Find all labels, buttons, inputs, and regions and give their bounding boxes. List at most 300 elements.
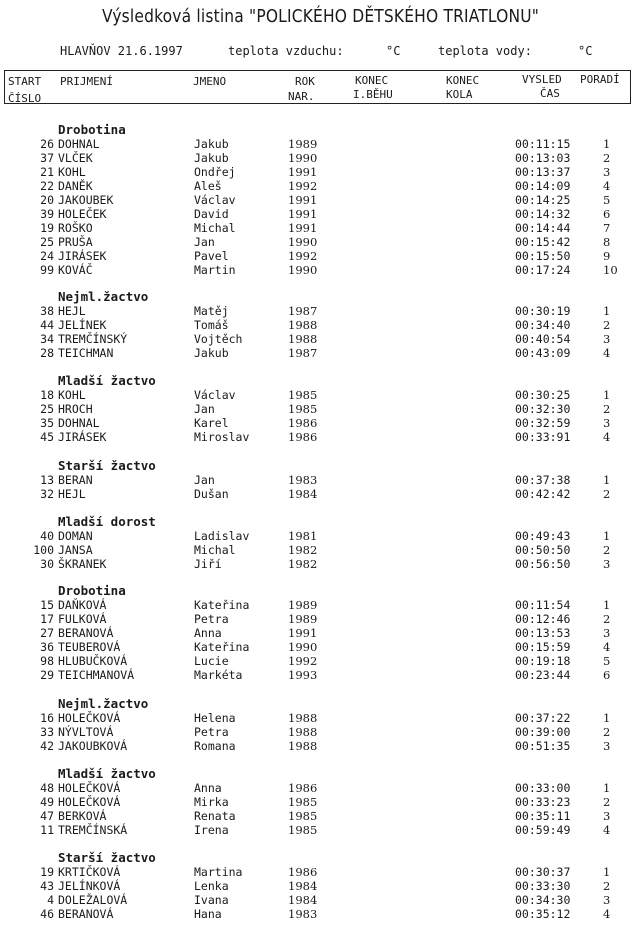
start-number: 13 xyxy=(40,473,54,487)
first-name: Jiří xyxy=(194,557,222,571)
first-name: Jan xyxy=(194,235,215,249)
surname: PRUŠA xyxy=(58,235,93,249)
result-time: 00:13:03 xyxy=(515,151,571,165)
start-number: 45 xyxy=(40,430,54,444)
result-time: 00:32:59 xyxy=(515,416,571,430)
category-heading: Starší žactvo xyxy=(58,458,156,473)
place: 3 xyxy=(603,893,611,907)
surname: DOHNAL xyxy=(58,416,100,430)
birth-year: 1986 xyxy=(288,430,318,444)
birth-year: 1984 xyxy=(288,879,318,893)
start-number: 29 xyxy=(40,668,54,682)
birth-year: 1990 xyxy=(288,263,318,277)
result-row xyxy=(0,207,640,221)
place: 1 xyxy=(603,137,611,151)
result-row xyxy=(0,416,640,430)
place: 4 xyxy=(603,430,611,444)
category-heading: Nejml.žactvo xyxy=(58,289,149,304)
result-row xyxy=(0,304,640,318)
surname: JIRÁSEK xyxy=(58,249,107,263)
air-temp-label: teplota vzduchu: xyxy=(228,44,344,58)
place: 2 xyxy=(603,151,611,165)
place: 10 xyxy=(603,263,618,277)
birth-year: 1990 xyxy=(288,640,318,654)
birth-year: 1992 xyxy=(288,249,318,263)
start-number: 25 xyxy=(40,402,54,416)
birth-year: 1989 xyxy=(288,612,318,626)
result-time: 00:37:38 xyxy=(515,473,571,487)
result-time: 00:56:50 xyxy=(515,557,571,571)
birth-year: 1982 xyxy=(288,543,318,557)
start-number: 32 xyxy=(40,487,54,501)
birth-year: 1985 xyxy=(288,402,318,416)
result-row xyxy=(0,626,640,640)
result-row xyxy=(0,430,640,444)
start-number: 24 xyxy=(40,249,54,263)
place-date: HLAVŇOV 21.6.1997 xyxy=(60,44,183,58)
place: 2 xyxy=(603,795,611,809)
result-row xyxy=(0,598,640,612)
result-row xyxy=(0,809,640,823)
start-number: 11 xyxy=(40,823,54,837)
first-name: Kateřina xyxy=(194,640,250,654)
result-time: 00:14:25 xyxy=(515,193,571,207)
surname: KRTIČKOVÁ xyxy=(58,865,121,879)
birth-year: 1983 xyxy=(288,473,318,487)
col-end-bike-1: KONEC xyxy=(446,74,480,87)
first-name: Lucie xyxy=(194,654,229,668)
result-row xyxy=(0,725,640,739)
result-time: 00:35:11 xyxy=(515,809,571,823)
first-name: Michal xyxy=(194,221,236,235)
surname: TEICHMANOVÁ xyxy=(58,668,135,682)
result-time: 00:43:09 xyxy=(515,346,571,360)
first-name: Jakub xyxy=(194,151,229,165)
first-name: Jan xyxy=(194,473,215,487)
first-name: Mirka xyxy=(194,795,229,809)
start-number: 47 xyxy=(40,809,54,823)
place: 1 xyxy=(603,865,611,879)
first-name: Kateřina xyxy=(194,598,250,612)
surname: JIRÁSEK xyxy=(58,430,107,444)
start-number: 18 xyxy=(40,388,54,402)
place: 7 xyxy=(603,221,611,235)
first-name: Václav xyxy=(194,388,236,402)
first-name: Pavel xyxy=(194,249,229,263)
birth-year: 1987 xyxy=(288,346,318,360)
result-row xyxy=(0,151,640,165)
start-number: 16 xyxy=(40,711,54,725)
surname: FULKOVÁ xyxy=(58,612,107,626)
first-name: Jan xyxy=(194,402,215,416)
place: 2 xyxy=(603,543,611,557)
birth-year: 1988 xyxy=(288,332,318,346)
place: 8 xyxy=(603,235,611,249)
birth-year: 1990 xyxy=(288,151,318,165)
water-temp-label: teplota vody: xyxy=(438,44,532,58)
place: 2 xyxy=(603,725,611,739)
first-name: Helena xyxy=(194,711,236,725)
surname: DAŇKOVÁ xyxy=(58,598,107,612)
place: 2 xyxy=(603,879,611,893)
surname: ROŠKO xyxy=(58,221,93,235)
first-name: Anna xyxy=(194,781,222,795)
col-result-2: ČAS xyxy=(540,87,560,100)
surname: HROCH xyxy=(58,402,93,416)
place: 3 xyxy=(603,557,611,571)
place: 1 xyxy=(603,304,611,318)
surname: HLUBUČKOVÁ xyxy=(58,654,128,668)
first-name: Irena xyxy=(194,823,229,837)
birth-year: 1985 xyxy=(288,388,318,402)
result-row xyxy=(0,346,640,360)
place: 4 xyxy=(603,640,611,654)
result-time: 00:39:00 xyxy=(515,725,571,739)
start-number: 36 xyxy=(40,640,54,654)
first-name: Ivana xyxy=(194,893,229,907)
result-time: 00:14:32 xyxy=(515,207,571,221)
start-number: 46 xyxy=(40,907,54,921)
result-time: 00:51:35 xyxy=(515,739,571,753)
result-row xyxy=(0,739,640,753)
first-name: Markéta xyxy=(194,668,243,682)
first-name: Jakub xyxy=(194,346,229,360)
birth-year: 1990 xyxy=(288,235,318,249)
result-row xyxy=(0,907,640,921)
first-name: Petra xyxy=(194,612,229,626)
surname: KOHL xyxy=(58,388,86,402)
place: 1 xyxy=(603,388,611,402)
surname: BERANOVÁ xyxy=(58,626,114,640)
place: 3 xyxy=(603,739,611,753)
birth-year: 1984 xyxy=(288,893,318,907)
place: 5 xyxy=(603,654,611,668)
surname: HEJL xyxy=(58,304,86,318)
birth-year: 1983 xyxy=(288,907,318,921)
col-year-2: NAR. xyxy=(288,90,315,103)
result-time: 00:40:54 xyxy=(515,332,571,346)
result-time: 00:15:42 xyxy=(515,235,571,249)
category-heading: Drobotina xyxy=(58,583,126,598)
start-number: 27 xyxy=(40,626,54,640)
place: 2 xyxy=(603,487,611,501)
result-time: 00:14:44 xyxy=(515,221,571,235)
surname: DOLEŽALOVÁ xyxy=(58,893,128,907)
result-row xyxy=(0,557,640,571)
result-row xyxy=(0,879,640,893)
birth-year: 1988 xyxy=(288,739,318,753)
result-time: 00:13:53 xyxy=(515,626,571,640)
birth-year: 1992 xyxy=(288,179,318,193)
water-temp-unit: °C xyxy=(578,44,593,58)
surname: JELÍNEK xyxy=(58,318,107,332)
start-number: 98 xyxy=(40,654,54,668)
category-heading: Drobotina xyxy=(58,122,126,137)
place: 6 xyxy=(603,207,611,221)
col-year-1: ROK xyxy=(295,75,315,88)
col-firstname: JMENO xyxy=(193,75,227,88)
start-number: 33 xyxy=(40,725,54,739)
surname: VLČEK xyxy=(58,151,93,165)
place: 1 xyxy=(603,711,611,725)
place: 2 xyxy=(603,318,611,332)
result-time: 00:12:46 xyxy=(515,612,571,626)
place: 1 xyxy=(603,529,611,543)
birth-year: 1991 xyxy=(288,626,318,640)
surname: HOLEČKOVÁ xyxy=(58,781,121,795)
result-time: 00:33:00 xyxy=(515,781,571,795)
birth-year: 1986 xyxy=(288,865,318,879)
start-number: 39 xyxy=(40,207,54,221)
start-number: 15 xyxy=(40,598,54,612)
birth-year: 1991 xyxy=(288,221,318,235)
surname: TEICHMAN xyxy=(58,346,114,360)
result-time: 00:34:40 xyxy=(515,318,571,332)
result-time: 00:30:37 xyxy=(515,865,571,879)
place: 6 xyxy=(603,668,611,682)
result-time: 00:17:24 xyxy=(515,263,571,277)
result-time: 00:11:54 xyxy=(515,598,571,612)
place: 9 xyxy=(603,249,611,263)
start-number: 20 xyxy=(40,193,54,207)
place: 2 xyxy=(603,402,611,416)
start-number: 100 xyxy=(33,543,54,557)
result-row xyxy=(0,263,640,277)
result-row xyxy=(0,487,640,501)
result-time: 00:37:22 xyxy=(515,711,571,725)
birth-year: 1992 xyxy=(288,654,318,668)
birth-year: 1982 xyxy=(288,557,318,571)
result-row xyxy=(0,388,640,402)
result-time: 00:33:30 xyxy=(515,879,571,893)
start-number: 22 xyxy=(40,179,54,193)
start-number: 26 xyxy=(40,137,54,151)
surname: DOMAN xyxy=(58,529,93,543)
first-name: Ladislav xyxy=(194,529,250,543)
surname: JAKOUBEK xyxy=(58,193,114,207)
document-title: Výsledková listina "POLICKÉHO DĚTSKÉHO TRIATLONU" xyxy=(102,6,540,27)
result-row xyxy=(0,235,640,249)
first-name: Martin xyxy=(194,263,236,277)
start-number: 37 xyxy=(40,151,54,165)
surname: NÝVLTOVÁ xyxy=(58,725,114,739)
place: 1 xyxy=(603,781,611,795)
result-row xyxy=(0,193,640,207)
surname: TREMČÍNSKÁ xyxy=(58,823,128,837)
first-name: Martina xyxy=(194,865,243,879)
surname: BERAN xyxy=(58,473,93,487)
result-time: 00:35:12 xyxy=(515,907,571,921)
result-time: 00:11:15 xyxy=(515,137,571,151)
result-row xyxy=(0,249,640,263)
result-time: 00:42:42 xyxy=(515,487,571,501)
result-row xyxy=(0,865,640,879)
birth-year: 1986 xyxy=(288,416,318,430)
category-heading: Starší žactvo xyxy=(58,850,156,865)
birth-year: 1988 xyxy=(288,318,318,332)
place: 4 xyxy=(603,179,611,193)
birth-year: 1981 xyxy=(288,529,318,543)
first-name: Matěj xyxy=(194,304,229,318)
birth-year: 1985 xyxy=(288,809,318,823)
result-row xyxy=(0,795,640,809)
result-time: 00:33:91 xyxy=(515,430,571,444)
birth-year: 1991 xyxy=(288,207,318,221)
start-number: 42 xyxy=(40,739,54,753)
result-row xyxy=(0,640,640,654)
place: 3 xyxy=(603,416,611,430)
surname: ŠKRANEK xyxy=(58,557,107,571)
first-name: Ondřej xyxy=(194,165,236,179)
first-name: Dušan xyxy=(194,487,229,501)
col-end-run-1: KONEC xyxy=(355,74,389,87)
first-name: Romana xyxy=(194,739,236,753)
col-end-run-2: I.BĚHU xyxy=(353,88,393,101)
result-row xyxy=(0,543,640,557)
surname: KOVÁČ xyxy=(58,263,93,277)
result-time: 00:15:50 xyxy=(515,249,571,263)
result-time: 00:34:30 xyxy=(515,893,571,907)
air-temp-unit: °C xyxy=(386,44,401,58)
place: 1 xyxy=(603,473,611,487)
first-name: Michal xyxy=(194,543,236,557)
first-name: Lenka xyxy=(194,879,229,893)
result-row xyxy=(0,654,640,668)
surname: BERANOVÁ xyxy=(58,907,114,921)
first-name: Anna xyxy=(194,626,222,640)
result-row xyxy=(0,823,640,837)
result-row xyxy=(0,473,640,487)
result-row xyxy=(0,668,640,682)
surname: JELÍNKOVÁ xyxy=(58,879,121,893)
start-number: 34 xyxy=(40,332,54,346)
category-heading: Mladší žactvo xyxy=(58,766,156,781)
place: 5 xyxy=(603,193,611,207)
start-number: 28 xyxy=(40,346,54,360)
start-number: 43 xyxy=(40,879,54,893)
birth-year: 1991 xyxy=(288,165,318,179)
col-start: START xyxy=(8,75,42,88)
birth-year: 1985 xyxy=(288,823,318,837)
birth-year: 1991 xyxy=(288,193,318,207)
surname: JANSA xyxy=(58,543,93,557)
result-time: 00:30:25 xyxy=(515,388,571,402)
result-time: 00:19:18 xyxy=(515,654,571,668)
birth-year: 1993 xyxy=(288,668,318,682)
place: 4 xyxy=(603,907,611,921)
first-name: Hana xyxy=(194,907,222,921)
result-time: 00:32:30 xyxy=(515,402,571,416)
birth-year: 1989 xyxy=(288,137,318,151)
result-time: 00:23:44 xyxy=(515,668,571,682)
start-number: 48 xyxy=(40,781,54,795)
result-row xyxy=(0,332,640,346)
place: 3 xyxy=(603,626,611,640)
result-row xyxy=(0,893,640,907)
start-number: 17 xyxy=(40,612,54,626)
start-number: 25 xyxy=(40,235,54,249)
result-row xyxy=(0,612,640,626)
birth-year: 1986 xyxy=(288,781,318,795)
birth-year: 1988 xyxy=(288,711,318,725)
result-time: 00:14:09 xyxy=(515,179,571,193)
first-name: Petra xyxy=(194,725,229,739)
result-row xyxy=(0,318,640,332)
start-number: 49 xyxy=(40,795,54,809)
result-time: 00:50:50 xyxy=(515,543,571,557)
surname: TREMČÍNSKÝ xyxy=(58,332,128,346)
result-row xyxy=(0,711,640,725)
start-number: 40 xyxy=(40,529,54,543)
result-time: 00:33:23 xyxy=(515,795,571,809)
category-heading: Mladší dorost xyxy=(58,514,156,529)
col-number: ČÍSLO xyxy=(8,92,42,105)
birth-year: 1988 xyxy=(288,725,318,739)
start-number: 19 xyxy=(40,221,54,235)
birth-year: 1987 xyxy=(288,304,318,318)
surname: DANĚK xyxy=(58,179,93,193)
col-result-1: VYSLED xyxy=(522,73,562,86)
place: 4 xyxy=(603,823,611,837)
col-end-bike-2: KOLA xyxy=(446,88,473,101)
surname: HOLEČEK xyxy=(58,207,107,221)
result-row xyxy=(0,529,640,543)
birth-year: 1984 xyxy=(288,487,318,501)
category-heading: Mladší žactvo xyxy=(58,373,156,388)
surname: DOHNAL xyxy=(58,137,100,151)
result-row xyxy=(0,137,640,151)
place: 1 xyxy=(603,598,611,612)
surname: HEJL xyxy=(58,487,86,501)
result-row xyxy=(0,402,640,416)
category-heading: Nejml.žactvo xyxy=(58,696,149,711)
result-time: 00:13:37 xyxy=(515,165,571,179)
start-number: 99 xyxy=(40,263,54,277)
place: 3 xyxy=(603,165,611,179)
result-time: 00:49:43 xyxy=(515,529,571,543)
first-name: Karel xyxy=(194,416,229,430)
start-number: 38 xyxy=(40,304,54,318)
place: 4 xyxy=(603,346,611,360)
surname: TEUBEROVÁ xyxy=(58,640,121,654)
first-name: Vojtěch xyxy=(194,332,243,346)
result-row xyxy=(0,179,640,193)
surname: JAKOUBKOVÁ xyxy=(58,739,128,753)
start-number: 35 xyxy=(40,416,54,430)
start-number: 44 xyxy=(40,318,54,332)
surname: BERKOVÁ xyxy=(58,809,107,823)
start-number: 19 xyxy=(40,865,54,879)
col-place: PORADÍ xyxy=(580,73,620,86)
first-name: Renata xyxy=(194,809,236,823)
place: 3 xyxy=(603,332,611,346)
birth-year: 1985 xyxy=(288,795,318,809)
col-surname: PRIJMENÍ xyxy=(60,75,113,88)
start-number: 4 xyxy=(47,893,54,907)
birth-year: 1989 xyxy=(288,598,318,612)
result-row xyxy=(0,221,640,235)
surname: HOLEČKOVÁ xyxy=(58,711,121,725)
result-row xyxy=(0,781,640,795)
place: 3 xyxy=(603,809,611,823)
first-name: Václav xyxy=(194,193,236,207)
result-time: 00:59:49 xyxy=(515,823,571,837)
first-name: David xyxy=(194,207,229,221)
first-name: Aleš xyxy=(194,179,222,193)
surname: KOHL xyxy=(58,165,86,179)
surname: HOLEČKOVÁ xyxy=(58,795,121,809)
place: 2 xyxy=(603,612,611,626)
